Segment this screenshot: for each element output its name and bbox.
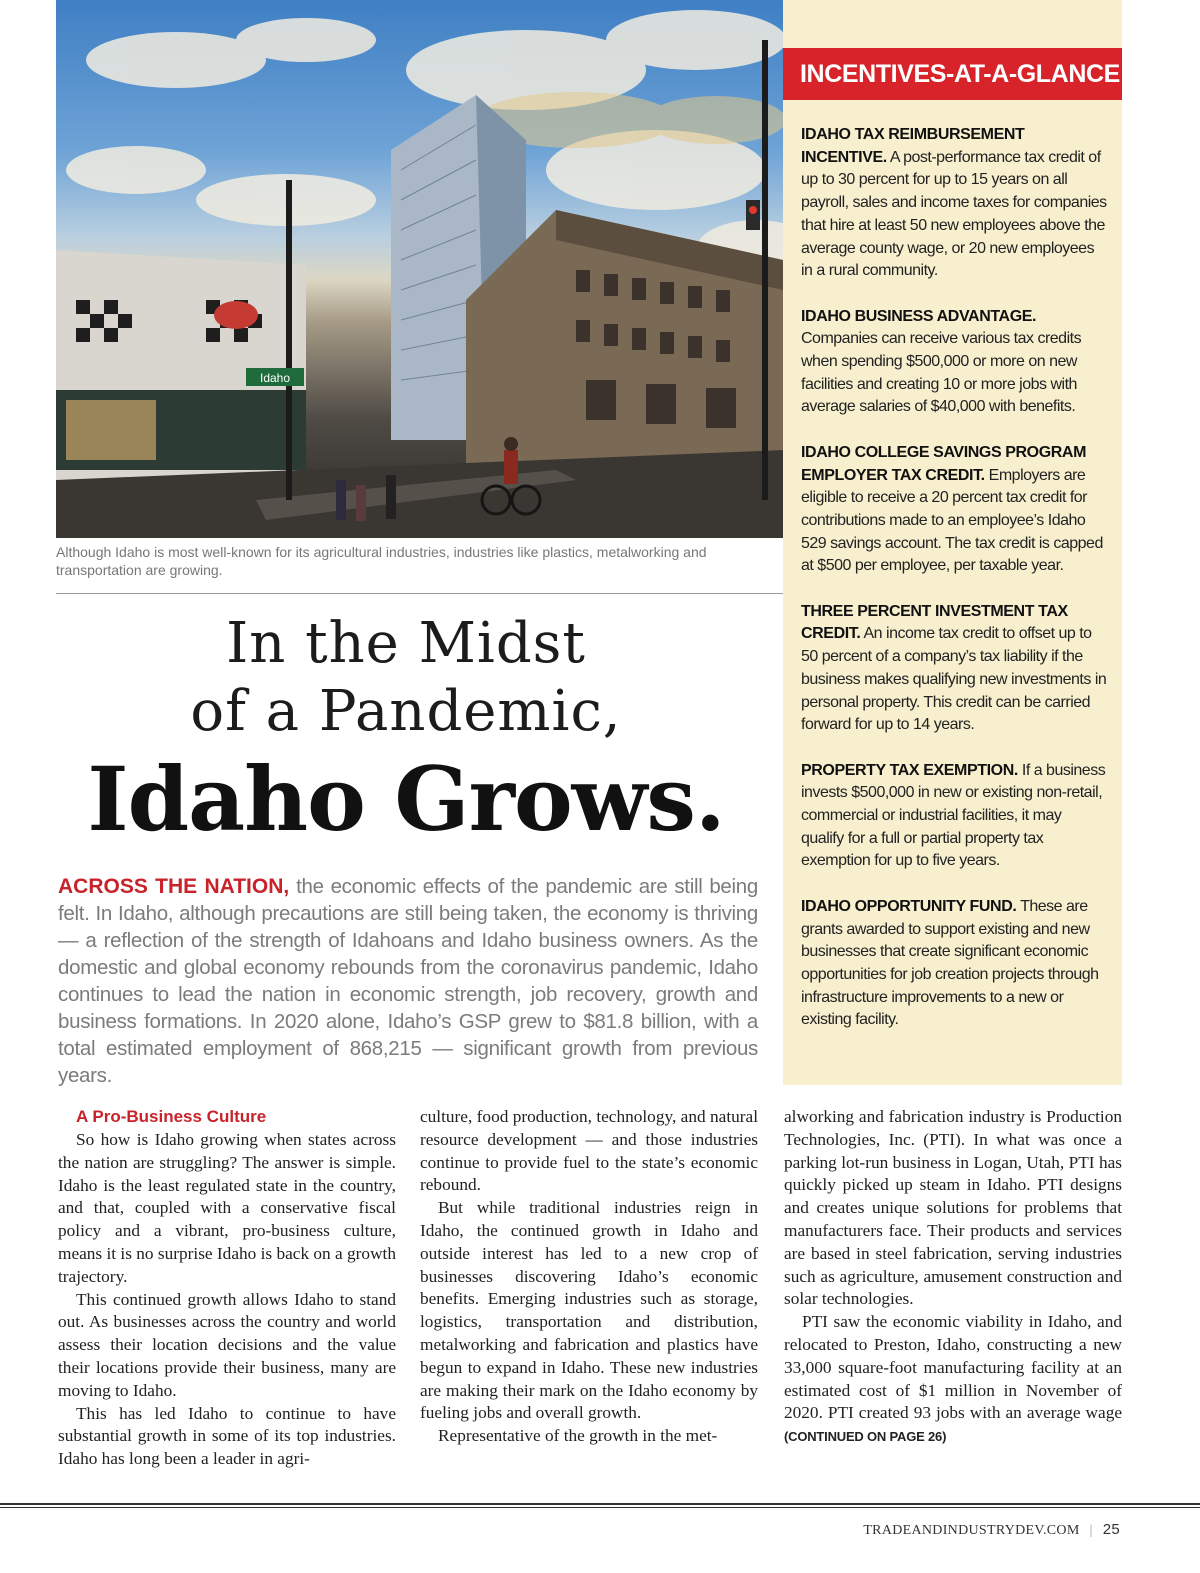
footer-rule [0, 1503, 1200, 1505]
body-paragraph-text: PTI saw the economic viability in Idaho, and relocated to Preston, Idaho, constructing a new 33,000 square-foot manufacturing facility at an estimated cost of $1 million in November of 2020. PTI created 93 jobs with an average wage [784, 1312, 1122, 1423]
street-sign-text: Idaho [259, 371, 291, 385]
street-scene-illustration [56, 0, 783, 538]
incentives-sidebar [783, 0, 1122, 1085]
intro-lead: ACROSS THE NATION, [58, 875, 290, 898]
body-paragraph: alworking and fabrication industry is Production Technologies, Inc. (PTI). In what was once a parking lot-run business in Logan, Utah, PTI has quickly picked up steam in Idaho. PTI designs and creates unique solutions for problems that manufacturers face. Their products and services are based in steel fabrication, serving industries such as agriculture, amusement construction and solar technologies. [784, 1107, 1122, 1309]
incentive-text: These are grants awarded to support existing and new businesses that create significant economic opportunities for job creation projects through infrastructure improvements to a new or existing facility. [801, 897, 1099, 1029]
caption-divider [56, 593, 783, 594]
incentive-item [801, 760, 1107, 874]
incentive-item [801, 306, 1107, 420]
incentive-text: Companies can receive various tax credits when spending $500,000 or more on new facilities and creating 10 or more jobs with average salaries of $40,000 with benefits. [801, 330, 1082, 416]
incentive-title: IDAHO TAX REIMBURSEMENT INCENTIVE. [801, 126, 1025, 166]
incentive-title: IDAHO BUSINESS ADVANTAGE. [801, 307, 1037, 325]
sidebar-header: INCENTIVES-AT-A-GLANCE [783, 48, 1122, 100]
body-paragraph: So how is Idaho growing when states across the nation are struggling? The answer is simple. Idaho is the least regulated state in the country, and that, coupled with a conservative fiscal policy and a vibrant, pro-business culture, means it is no surprise Idaho is back on a growth trajectory. [58, 1130, 396, 1286]
headline-line-3: Idaho Grows. [87, 747, 725, 851]
incentive-item [801, 896, 1107, 1032]
body-paragraph: But while traditional industries reign in Idaho, the continued growth in Idaho and outside interest has led to a new crop of businesses discovering Idaho’s economic benefits. Emerging industries such as storage, logistics, transportation and distribution, metalworking and fabrication and plastics have begun to expand in Idaho. These new industries are making their mark on the Idaho economy by fueling jobs and overall growth. [420, 1198, 758, 1423]
page-footer [863, 1521, 1120, 1539]
incentive-title: THREE PERCENT INVESTMENT TAX CREDIT. [801, 602, 1068, 643]
incentive-item [801, 124, 1107, 283]
footer-site[interactable]: TRADEANDINDUSTRYDEV.COM [863, 1523, 1080, 1538]
incentive-title: PROPERTY TAX EXEMPTION. [801, 761, 1018, 779]
incentive-item [801, 442, 1107, 578]
article-headline [56, 610, 756, 850]
headline-line-1: In the Midst [226, 611, 586, 676]
body-column-3 [784, 1106, 1122, 1449]
photo-caption: Although Idaho is most well-known for its agricultural industries, industries like plastics, metalworking and transportation are growing. [56, 544, 707, 578]
hero-photo [56, 0, 783, 538]
footer-rule-thin [0, 1507, 1200, 1508]
body-paragraph: This has led Idaho to continue to have substantial growth in some of its top industries. Idaho has long been a leader in agri- [58, 1403, 396, 1469]
page-number: 25 [1102, 1521, 1120, 1538]
incentive-item [801, 601, 1107, 737]
continued-link[interactable]: (CONTINUED ON PAGE 26) [784, 1429, 947, 1445]
footer-separator: | [1089, 1523, 1093, 1538]
incentive-text: An income tax credit to offset up to 50 percent of a company’s tax liability if the business makes qualifying new investments in personal property. This credit can be carried forward for up to 14 years. [801, 625, 1107, 734]
incentive-title: IDAHO OPPORTUNITY FUND. [801, 897, 1017, 915]
intro-text: the economic effects of the pandemic are still being felt. In Idaho, although precautions are still being taken, the economy is thriving — a reflection of the strength of Idahoans and Idaho business owners. As the domestic and global economy rebounds from the coronavirus pandemic, Idaho continues to lead the nation in economic strength, job recovery, growth and business formations. In 2020 alone, Idaho’s GSP grew to $81.8 billion, with a total estimated employment of 868,215 — significant growth from previous years. [58, 875, 758, 1087]
body-paragraph [784, 1311, 1122, 1449]
body-paragraph: Representative of the growth in the met- [438, 1426, 718, 1446]
sidebar-body [801, 124, 1107, 1055]
body-column-1 [58, 1106, 396, 1471]
section-subhead: A Pro-Business Culture [76, 1107, 267, 1126]
incentive-text: Employers are eligible to receive a 20 percent tax credit for contributions made to an employee’s Idaho 529 savings account. The tax credit is capped at $500 per employee, per taxable year. [801, 466, 1103, 575]
incentive-text: A post-performance tax credit of up to 30 percent for up to 15 years on all payroll, sales and income taxes for companies that hire at least 50 new employees above the average county wage, or 20 new employees in a rural community. [801, 148, 1107, 280]
headline-line-2: of a Pandemic, [190, 679, 622, 744]
incentive-text: If a business invests $500,000 in new or existing non-retail, commercial or industrial facilities, it may qualify for a full or partial property tax exemption for up to five years. [801, 761, 1106, 870]
body-paragraph: This continued growth allows Idaho to stand out. As businesses across the country and world assess their location decisions and the value their locations provide their business, many are moving to Idaho. [58, 1289, 396, 1400]
body-paragraph: culture, food production, technology, and natural resource development — and those industries continue to provide fuel to the state’s economic rebound. [420, 1107, 758, 1195]
body-column-2 [420, 1106, 758, 1448]
incentive-title: IDAHO COLLEGE SAVINGS PROGRAM EMPLOYER TAX CREDIT. [801, 443, 1087, 484]
intro-paragraph [58, 873, 758, 1089]
